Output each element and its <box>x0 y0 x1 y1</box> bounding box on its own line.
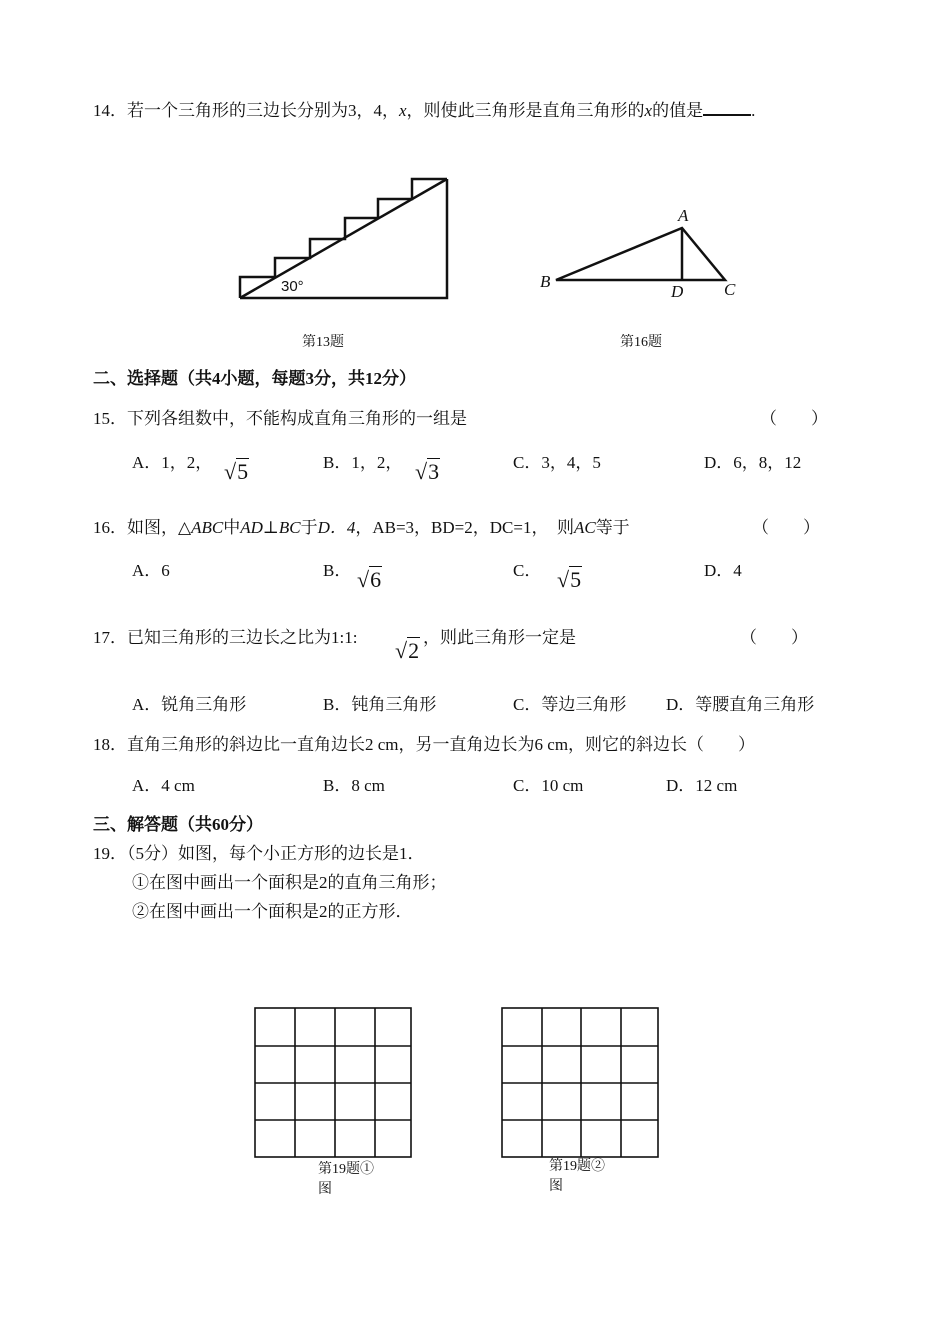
q17-option-d[interactable]: D．等腰直角三角形 <box>666 695 815 714</box>
q14-text: ，则使此三角形是直角三角形的 <box>406 101 645 120</box>
grid-1-caption: 第19题① <box>318 1162 374 1177</box>
q16-var: D．4 <box>317 518 356 537</box>
sqrt-6: √6 <box>357 567 382 592</box>
q19-part-1: ①在图中画出一个面积是2的直角三角形； <box>132 873 447 892</box>
angle-label: 30° <box>281 278 304 295</box>
grid-1 <box>255 1008 411 1157</box>
q15-stem: 15．下列各组数中，不能构成直角三角形的一组是 <box>93 409 467 428</box>
q16-var: ABC <box>191 518 224 537</box>
q17-option-b[interactable]: B．钝角三角形 <box>323 695 437 714</box>
sqrt-3: √3 <box>415 459 440 484</box>
fig13-caption: 第13题 <box>302 335 344 350</box>
q18-option-c[interactable]: C．10 cm <box>513 776 584 795</box>
point-b-label: B <box>540 272 551 291</box>
q16-text: 于 <box>300 518 318 537</box>
q16-text: ，AB=3，BD=2，DC=1， 则 <box>355 518 574 537</box>
radicand: 5 <box>570 567 582 592</box>
section-2-heading: 二、选择题（共4小题，每题3分，共12分） <box>93 369 416 388</box>
q18-option-d[interactable]: D．12 cm <box>666 776 738 795</box>
q14-text: 的值是 <box>652 101 704 120</box>
radicand: 5 <box>237 459 249 484</box>
triangle-figure <box>556 228 725 280</box>
q14-var: x <box>644 101 653 120</box>
q18-option-b[interactable]: B．8 cm <box>323 776 385 795</box>
radicand: 6 <box>370 567 382 592</box>
q17-option-c[interactable]: C．等边三角形 <box>513 695 627 714</box>
option-text: B．1，2， <box>323 453 403 472</box>
grid-1-caption-2: 图 <box>318 1182 332 1197</box>
q17-text: 17．已知三角形的三边长之比为1:1: <box>93 628 358 647</box>
q16-option-b[interactable]: B． <box>323 561 352 580</box>
radicand: 3 <box>428 459 440 484</box>
grid-2 <box>502 1008 658 1157</box>
q17-option-a[interactable]: A．锐角三角形 <box>132 695 247 714</box>
section-3-heading: 三、解答题（共60分） <box>93 815 263 834</box>
option-text: A．1，2， <box>132 453 213 472</box>
q16-stem <box>93 518 630 538</box>
q14-number: 14． <box>93 101 127 120</box>
q14-end: . <box>751 101 756 120</box>
q16-text: 中 <box>223 518 241 537</box>
q14-var: x <box>399 101 407 120</box>
stair-figure <box>240 179 447 298</box>
q15-option-d[interactable]: D．6，8，12 <box>704 453 802 472</box>
q16-var: AD⊥BC <box>240 518 301 537</box>
q18-stem: 18．直角三角形的斜边比一直角边长2 cm，另一直角边长为6 cm，则它的斜边长（ ） <box>93 735 756 754</box>
grid-2-caption-2: 图 <box>549 1179 563 1194</box>
point-a-label: A <box>678 206 689 225</box>
q15-option-a[interactable] <box>132 453 212 473</box>
point-d-label: D <box>671 282 684 301</box>
q15-option-b[interactable] <box>323 453 402 473</box>
q18-option-a[interactable]: A．4 cm <box>132 776 195 795</box>
radicand: 2 <box>408 638 420 663</box>
point-c-label: C <box>724 280 736 299</box>
q16-option-c[interactable]: C． <box>513 561 542 580</box>
sqrt-5: √5 <box>557 567 582 592</box>
q17-stem-end: ，则此三角形一定是 <box>423 628 576 647</box>
q17-stem <box>93 628 357 648</box>
q15-answer-paren[interactable]: （ ） <box>760 409 828 428</box>
q15-option-c[interactable]: C．3，4，5 <box>513 453 601 472</box>
q16-answer-paren[interactable]: （ ） <box>752 518 820 537</box>
fig16-caption: 第16题 <box>620 335 662 350</box>
q16-text: 等于 <box>595 518 630 537</box>
q19-stem: 19．（5分）如图，每个小正方形的边长是1． <box>93 844 425 863</box>
q16-option-d[interactable]: D．4 <box>704 561 742 580</box>
q16-text: 16．如图，△ <box>93 518 192 537</box>
q19-part-2: ②在图中画出一个面积是2的正方形． <box>132 902 413 921</box>
grid-2-caption: 第19题② <box>549 1159 605 1174</box>
q16-var: AC <box>573 518 596 537</box>
q14-text: 若一个三角形的三边长分别为3，4， <box>127 101 399 120</box>
q16-option-a[interactable]: A．6 <box>132 561 170 580</box>
sqrt-2: √2 <box>395 638 420 663</box>
q17-answer-paren[interactable]: （ ） <box>740 628 808 647</box>
sqrt-5: √5 <box>224 459 249 484</box>
